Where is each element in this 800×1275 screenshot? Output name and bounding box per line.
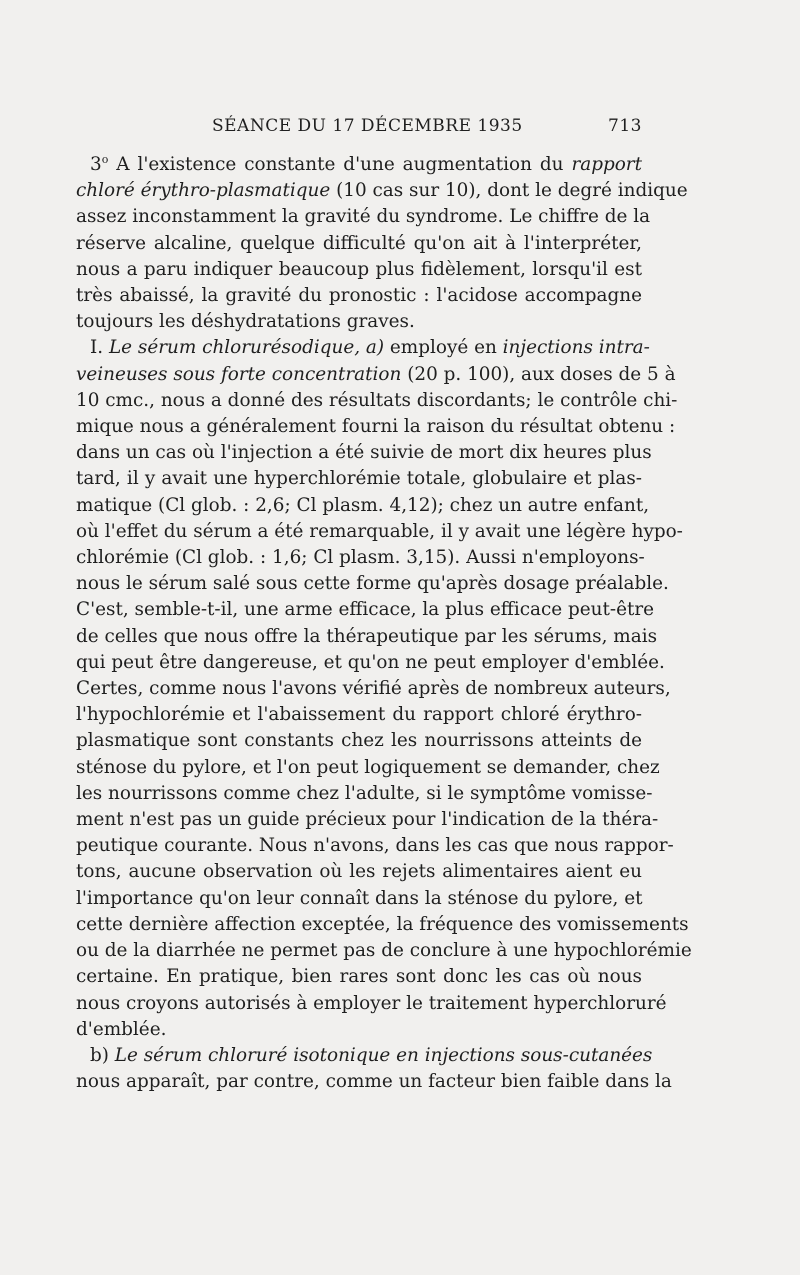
text-run: tons, aucune observation où les rejets alimentaires aient eu bbox=[76, 861, 642, 883]
text-run: certaine. En pratique, bien rares sont donc les cas où nous bbox=[76, 966, 642, 988]
text-line bbox=[76, 624, 658, 650]
text-line bbox=[76, 859, 642, 885]
running-header bbox=[76, 116, 642, 144]
text-line bbox=[76, 440, 652, 466]
text-run: 10 cmc., nous a donné des résultats discordants; le contrôle chi- bbox=[76, 389, 678, 411]
text-run: où l'effet du sérum a été remarquable, il y avait une légère hypo- bbox=[76, 520, 683, 542]
text-run: chlorémie (Cl glob. : 1,6; Cl plasm. 3,15). Aussi n'employons- bbox=[76, 547, 645, 569]
text-line bbox=[76, 257, 642, 283]
text-run: nous a paru indiquer beaucoup plus fidèlement, lorsqu'il est bbox=[76, 258, 642, 280]
text-line bbox=[76, 545, 645, 571]
text-run: tard, il y avait une hyperchlorémie totale, globulaire et plas- bbox=[76, 468, 642, 490]
text-run: cette dernière affection exceptée, la fréquence des vomissements bbox=[76, 913, 689, 935]
text-line bbox=[76, 466, 642, 492]
text-run: b) bbox=[90, 1044, 115, 1066]
text-run: employé en bbox=[384, 337, 503, 359]
text-run: l'importance qu'on leur connaît dans la sténose du pylore, et bbox=[76, 887, 643, 909]
text-line bbox=[76, 807, 659, 833]
text-line bbox=[76, 309, 642, 335]
text-line bbox=[76, 231, 642, 257]
text-run: peutique courante. Nous n'avons, dans les cas que nous rappor- bbox=[76, 835, 674, 857]
text-run: plasmatique sont constants chez les nourrissons atteints de bbox=[76, 730, 642, 752]
ordinal-superscript: o bbox=[101, 152, 109, 166]
italic-text: veineuses sous forte concentration bbox=[76, 363, 402, 385]
text-run: de celles que nous offre la thérapeutique par les sérums, mais bbox=[76, 625, 658, 647]
text-run: C'est, semble-t-il, une arme efficace, la plus efficace peut-être bbox=[76, 599, 655, 621]
text-line bbox=[76, 152, 642, 178]
text-run: l'hypochlorémie et l'abaissement du rapport chloré érythro- bbox=[76, 704, 642, 726]
text-line bbox=[76, 1043, 653, 1069]
text-line bbox=[76, 597, 655, 623]
text-line bbox=[76, 702, 642, 728]
text-line bbox=[76, 388, 678, 414]
text-line bbox=[76, 178, 688, 204]
text-run: matique (Cl glob. : 2,6; Cl plasm. 4,12); chez un autre enfant, bbox=[76, 494, 650, 516]
text-run: A l'existence constante d'une augmentation du bbox=[108, 154, 572, 175]
text-line bbox=[76, 204, 651, 230]
italic-text: Le sérum chloruré isotonique en injections sous-cutanées bbox=[114, 1044, 653, 1066]
text-run: dans un cas où l'injection a été suivie de mort dix heures plus bbox=[76, 442, 652, 464]
text-run: nous croyons autorisés à employer le traitement hyperchloruré bbox=[76, 992, 667, 1014]
text-line bbox=[76, 650, 665, 676]
text-line bbox=[76, 755, 660, 781]
text-line bbox=[76, 571, 669, 597]
text-line bbox=[76, 1069, 672, 1095]
text-line bbox=[76, 676, 671, 702]
page-number: 713 bbox=[608, 116, 642, 136]
italic-text: Le sérum chlorurésodique, a) bbox=[108, 337, 385, 359]
text-run: (10 cas sur 10), dont le degré indique bbox=[330, 180, 688, 202]
text-line bbox=[76, 728, 642, 754]
text-line bbox=[76, 781, 653, 807]
text-run: nous le sérum salé sous cette forme qu'après dosage préalable. bbox=[76, 573, 669, 595]
italic-text: rapport bbox=[571, 154, 642, 175]
text-line bbox=[76, 283, 642, 309]
text-run: les nourrissons comme chez l'adulte, si le symptôme vomisse- bbox=[76, 782, 653, 804]
text-line bbox=[76, 833, 674, 859]
text-line bbox=[76, 1017, 642, 1043]
text-line bbox=[76, 991, 667, 1017]
text-run: nous apparaît, par contre, comme un facteur bien faible dans la bbox=[76, 1071, 672, 1093]
text-run: d'emblée. bbox=[76, 1018, 167, 1040]
text-line bbox=[76, 335, 650, 361]
text-run: mique nous a généralement fourni la raison du résultat obtenu : bbox=[76, 416, 676, 438]
text-run: 3 bbox=[90, 154, 102, 175]
text-run: ou de la diarrhée ne permet pas de conclure à une hypochlorémie bbox=[76, 940, 692, 962]
text-run: réserve alcaline, quelque difficulté qu'on ait à l'interpréter, bbox=[76, 232, 642, 254]
text-run: qui peut être dangereuse, et qu'on ne peut employer d'emblée. bbox=[76, 651, 665, 673]
text-line bbox=[76, 912, 689, 938]
text-line bbox=[76, 886, 642, 912]
text-run: I. bbox=[90, 337, 109, 359]
text-run: ment n'est pas un guide précieux pour l'indication de la théra- bbox=[76, 809, 659, 831]
text-run: (20 p. 100), aux doses de 5 à bbox=[401, 363, 676, 385]
text-run: Certes, comme nous l'avons vérifié après de nombreux auteurs, bbox=[76, 678, 671, 700]
italic-text: chloré érythro-plasmatique bbox=[76, 180, 331, 202]
text-line bbox=[76, 519, 683, 545]
text-run: assez inconstamment la gravité du syndrome. Le chiffre de la bbox=[76, 206, 651, 228]
text-run: toujours les déshydratations graves. bbox=[76, 311, 415, 333]
text-line bbox=[76, 964, 642, 990]
text-run: sténose du pylore, et l'on peut logiquement se demander, chez bbox=[76, 756, 660, 778]
text-run: très abaissé, la gravité du pronostic : l'acidose accompagne bbox=[76, 285, 642, 307]
text-line bbox=[76, 362, 676, 388]
italic-text: injections intra- bbox=[502, 337, 650, 359]
header-title: SÉANCE DU 17 DÉCEMBRE 1935 bbox=[212, 116, 523, 136]
text-line bbox=[76, 414, 676, 440]
body-text bbox=[76, 152, 692, 1095]
text-line bbox=[76, 493, 650, 519]
text-line bbox=[76, 938, 692, 964]
